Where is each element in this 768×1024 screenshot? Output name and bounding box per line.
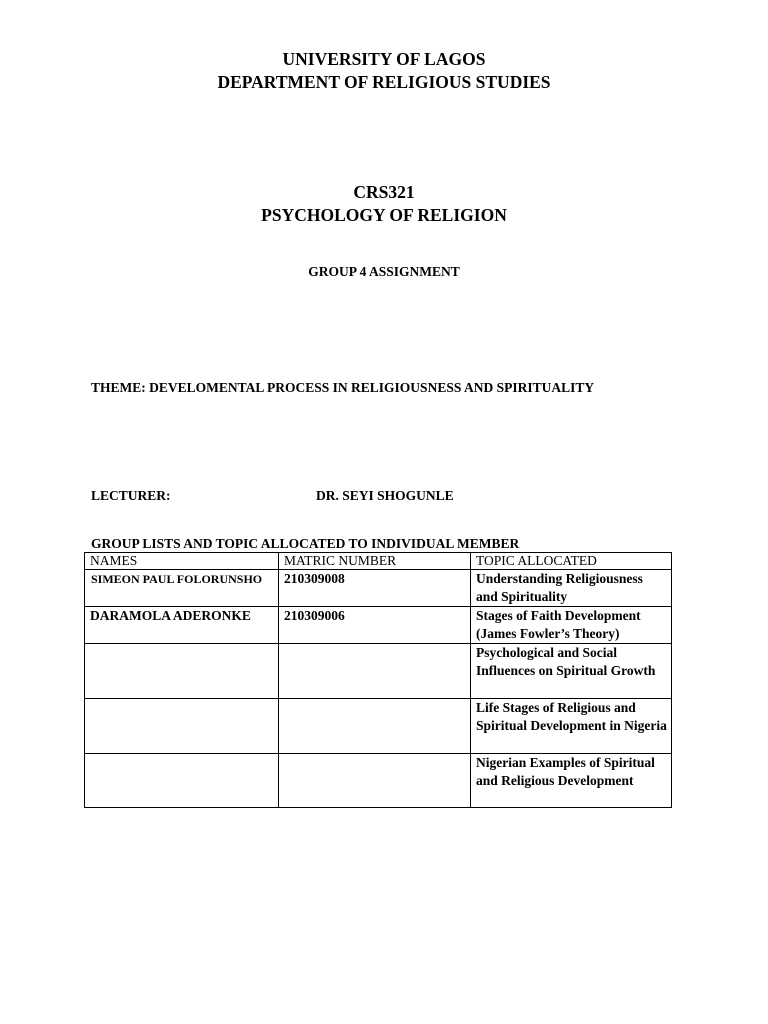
member-name: SIMEON PAUL FOLORUNSHO [85,570,279,607]
assignment-label: GROUP 4 ASSIGNMENT [308,264,460,279]
member-name [85,754,279,808]
column-header-matric-number: MATRIC NUMBER [279,553,471,570]
column-header-topic-allocated: TOPIC ALLOCATED [471,553,672,570]
member-matric [279,644,471,699]
table-header-row [85,553,672,570]
member-topic: Psychological and Social Influences on Spiritual Growth [471,644,672,699]
department-name: DEPARTMENT OF RELIGIOUS STUDIES [217,72,551,92]
group-list-table [84,552,672,808]
table-row [85,607,672,644]
member-topic: Life Stages of Religious and Spiritual Development in Nigeria [471,699,672,754]
member-topic: Nigerian Examples of Spiritual and Religious Development [471,754,672,808]
member-matric: 210309006 [279,607,471,644]
course-title: PSYCHOLOGY OF RELIGION [261,205,507,225]
course-code: CRS321 [353,182,415,202]
member-topic: Understanding Religiousness and Spirituality [471,570,672,607]
member-matric: 210309008 [279,570,471,607]
member-matric [279,699,471,754]
member-name [85,644,279,699]
table-row [85,699,672,754]
table-row [85,754,672,808]
table-row [85,644,672,699]
column-header-names: NAMES [85,553,279,570]
member-name: DARAMOLA ADERONKE [85,607,279,644]
theme-line: THEME: DEVELOMENTAL PROCESS IN RELIGIOUSNESS AND SPIRITUALITY [91,380,595,395]
member-topic: Stages of Faith Development (James Fowler’s Theory) [471,607,672,644]
table-row [85,570,672,607]
lecturer-name: DR. SEYI SHOGUNLE [316,488,454,503]
lecturer-label: LECTURER: [91,488,171,503]
member-matric [279,754,471,808]
group-list-heading: GROUP LISTS AND TOPIC ALLOCATED TO INDIVIDUAL MEMBER [91,536,520,551]
university-name: UNIVERSITY OF LAGOS [282,49,486,69]
member-name [85,699,279,754]
